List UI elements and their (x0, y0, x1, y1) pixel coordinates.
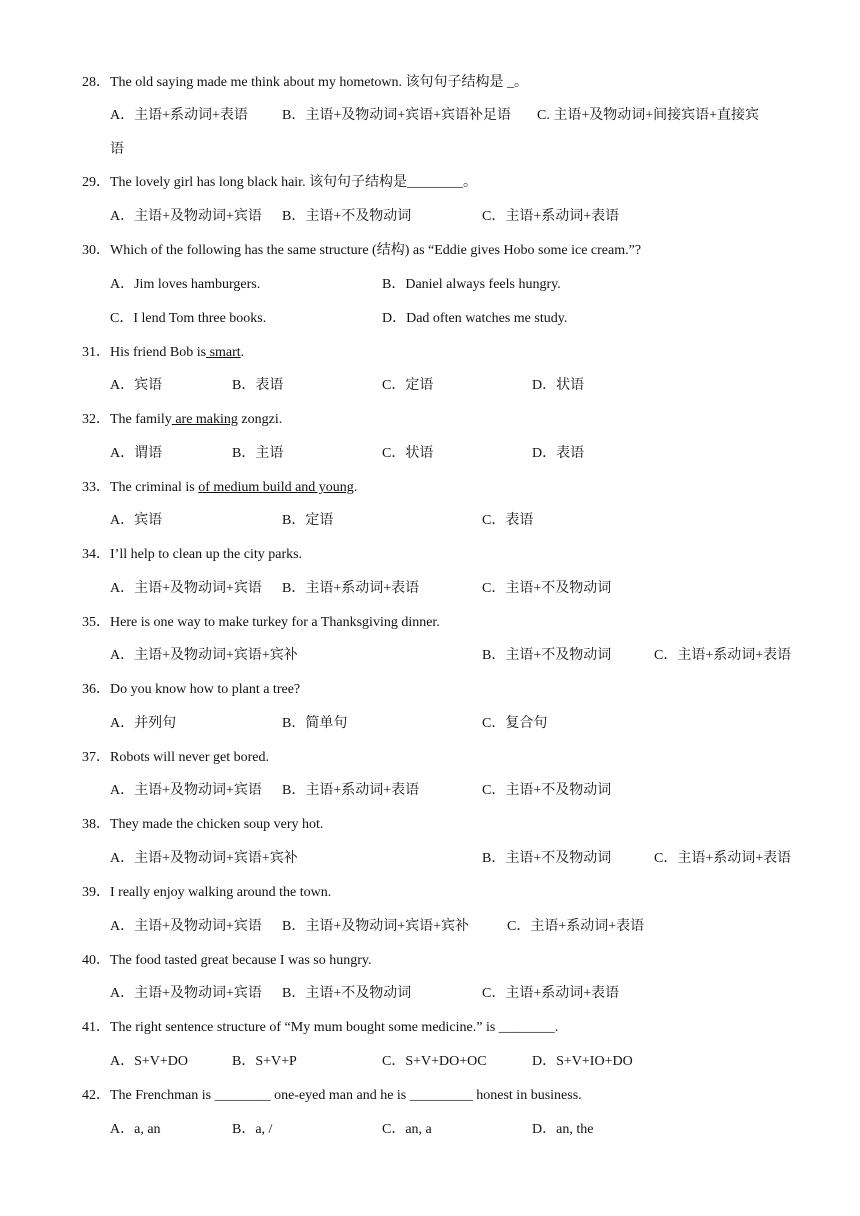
option-b[interactable]: B．主语+不及物动词 (282, 986, 412, 1001)
question-number: 33． (82, 480, 110, 495)
question-31 (82, 343, 244, 363)
option-b[interactable]: B．S+V+P (232, 1054, 297, 1069)
option-c[interactable]: C．主语+不及物动词 (482, 581, 612, 596)
question-number: 40． (82, 953, 110, 968)
option-b[interactable]: B．简单句 (282, 716, 348, 731)
question-34 (82, 545, 302, 565)
option-a[interactable]: A．主语+及物动词+宾语+宾补 (110, 648, 298, 663)
option-c[interactable]: C．an, a (382, 1122, 432, 1137)
option-a[interactable]: A．a, an (110, 1122, 161, 1137)
option-b[interactable]: B．a, / (232, 1122, 273, 1137)
underlined-text: are making (171, 412, 238, 427)
option-a[interactable]: A．主语+及物动词+宾语 (110, 783, 262, 798)
option-b[interactable]: B．主语+不及物动词 (482, 851, 612, 866)
underlined-text: smart (206, 345, 241, 360)
question-number: 31． (82, 345, 110, 360)
option-c[interactable]: C．主语+系动词+表语 (507, 919, 645, 934)
question-37 (82, 748, 269, 768)
question-number: 34． (82, 547, 110, 562)
question-text: His friend Bob is (110, 345, 207, 360)
option-b[interactable]: B．主语+不及物动词 (482, 648, 612, 663)
option-a[interactable]: A．Jim loves hamburgers. (110, 277, 261, 292)
option-b[interactable]: B．主语+及物动词+宾语+宾补 (282, 919, 470, 934)
option-c[interactable]: C. 主语+及物动词+间接宾语+直接宾 (537, 108, 760, 123)
option-b[interactable]: B．定语 (282, 513, 334, 528)
question-text: Robots will never get bored. (110, 750, 270, 765)
option-d[interactable]: D．S+V+IO+DO (532, 1054, 633, 1069)
question-text: . (240, 345, 245, 360)
question-40 (82, 951, 372, 971)
option-c[interactable]: C．I lend Tom three books. (110, 311, 267, 326)
question-text: The old saying made me think about my hometown. 该句句子结构是 _。 (110, 75, 529, 90)
question-text: The right sentence structure of “My mum bought some medicine.” is ________. (110, 1020, 559, 1035)
option-c[interactable]: C．主语+系动词+表语 (654, 851, 792, 866)
option-d[interactable]: D．状语 (532, 378, 585, 393)
question-35 (82, 613, 440, 633)
option-b[interactable]: B．主语+系动词+表语 (282, 783, 420, 798)
option-c[interactable]: C．定语 (382, 378, 434, 393)
question-text: Which of the following has the same structure (结构) as “Eddie gives Hobo some ice cream.”? (110, 243, 642, 258)
question-text: The family (110, 412, 172, 427)
question-number: 42． (82, 1088, 110, 1103)
question-41 (82, 1018, 558, 1038)
option-c[interactable]: C．主语+不及物动词 (482, 783, 612, 798)
option-a[interactable]: A．主语+及物动词+宾语 (110, 986, 262, 1001)
question-number: 32． (82, 412, 110, 427)
question-text: I’ll help to clean up the city parks. (110, 547, 303, 562)
option-c[interactable]: C．S+V+DO+OC (382, 1054, 487, 1069)
question-36 (82, 680, 300, 700)
option-a[interactable]: A．宾语 (110, 378, 163, 393)
question-30 (82, 241, 641, 261)
option-d[interactable]: D．表语 (532, 446, 585, 461)
option-c[interactable]: C．主语+系动词+表语 (654, 648, 792, 663)
question-text: Here is one way to make turkey for a Thanksgiving dinner. (110, 615, 440, 630)
question-28 (82, 73, 528, 93)
option-a[interactable]: A．主语+系动词+表语 (110, 108, 248, 123)
option-c[interactable]: C．表语 (482, 513, 534, 528)
option-b[interactable]: B．主语+系动词+表语 (282, 581, 420, 596)
question-number: 37． (82, 750, 110, 765)
question-number: 35． (82, 615, 110, 630)
question-39 (82, 883, 331, 903)
option-b[interactable]: B．主语+不及物动词 (282, 209, 412, 224)
question-number: 39． (82, 885, 110, 900)
question-number: 41． (82, 1020, 110, 1035)
option-a[interactable]: A．主语+及物动词+宾语 (110, 581, 262, 596)
question-number: 29． (82, 175, 110, 190)
underlined-text: of medium build and young (198, 480, 354, 495)
question-text: I really enjoy walking around the town. (110, 885, 332, 900)
question-29 (82, 173, 477, 193)
option-continuation: 语 (110, 142, 124, 157)
option-a[interactable]: A．并列句 (110, 716, 177, 731)
question-number: 28． (82, 75, 110, 90)
option-c[interactable]: C．状语 (382, 446, 434, 461)
option-a[interactable]: A．谓语 (110, 446, 163, 461)
question-text: . (353, 480, 358, 495)
question-number: 36． (82, 682, 110, 697)
option-b[interactable]: B．主语 (232, 446, 284, 461)
option-a[interactable]: A．S+V+DO (110, 1054, 189, 1069)
option-d[interactable]: D．an, the (532, 1122, 594, 1137)
question-text: Do you know how to plant a tree? (110, 682, 301, 697)
option-b[interactable]: B．主语+及物动词+宾语+宾语补足语 (282, 108, 512, 123)
question-33 (82, 478, 357, 498)
option-a[interactable]: A．主语+及物动词+宾语 (110, 919, 262, 934)
option-a[interactable]: A．主语+及物动词+宾语+宾补 (110, 851, 298, 866)
question-38 (82, 815, 323, 835)
question-42 (82, 1086, 582, 1106)
question-32 (82, 410, 282, 430)
option-c[interactable]: C．主语+系动词+表语 (482, 986, 620, 1001)
option-d[interactable]: D．Dad often watches me study. (382, 311, 568, 326)
option-b[interactable]: B．Daniel always feels hungry. (382, 277, 561, 292)
question-number: 30． (82, 243, 110, 258)
question-text: The criminal is (110, 480, 199, 495)
option-c[interactable]: C．复合句 (482, 716, 548, 731)
option-b[interactable]: B．表语 (232, 378, 284, 393)
question-text: They made the chicken soup very hot. (110, 817, 324, 832)
question-text: The food tasted great because I was so hungry. (110, 953, 372, 968)
question-text: The Frenchman is ________ one-eyed man and he is _________ honest in business. (110, 1088, 582, 1103)
question-number: 38． (82, 817, 110, 832)
question-text: zongzi. (237, 412, 283, 427)
option-c[interactable]: C．主语+系动词+表语 (482, 209, 620, 224)
option-a[interactable]: A．宾语 (110, 513, 163, 528)
option-a[interactable]: A．主语+及物动词+宾语 (110, 209, 262, 224)
question-text: The lovely girl has long black hair. 该句句子结构是________。 (110, 175, 478, 190)
